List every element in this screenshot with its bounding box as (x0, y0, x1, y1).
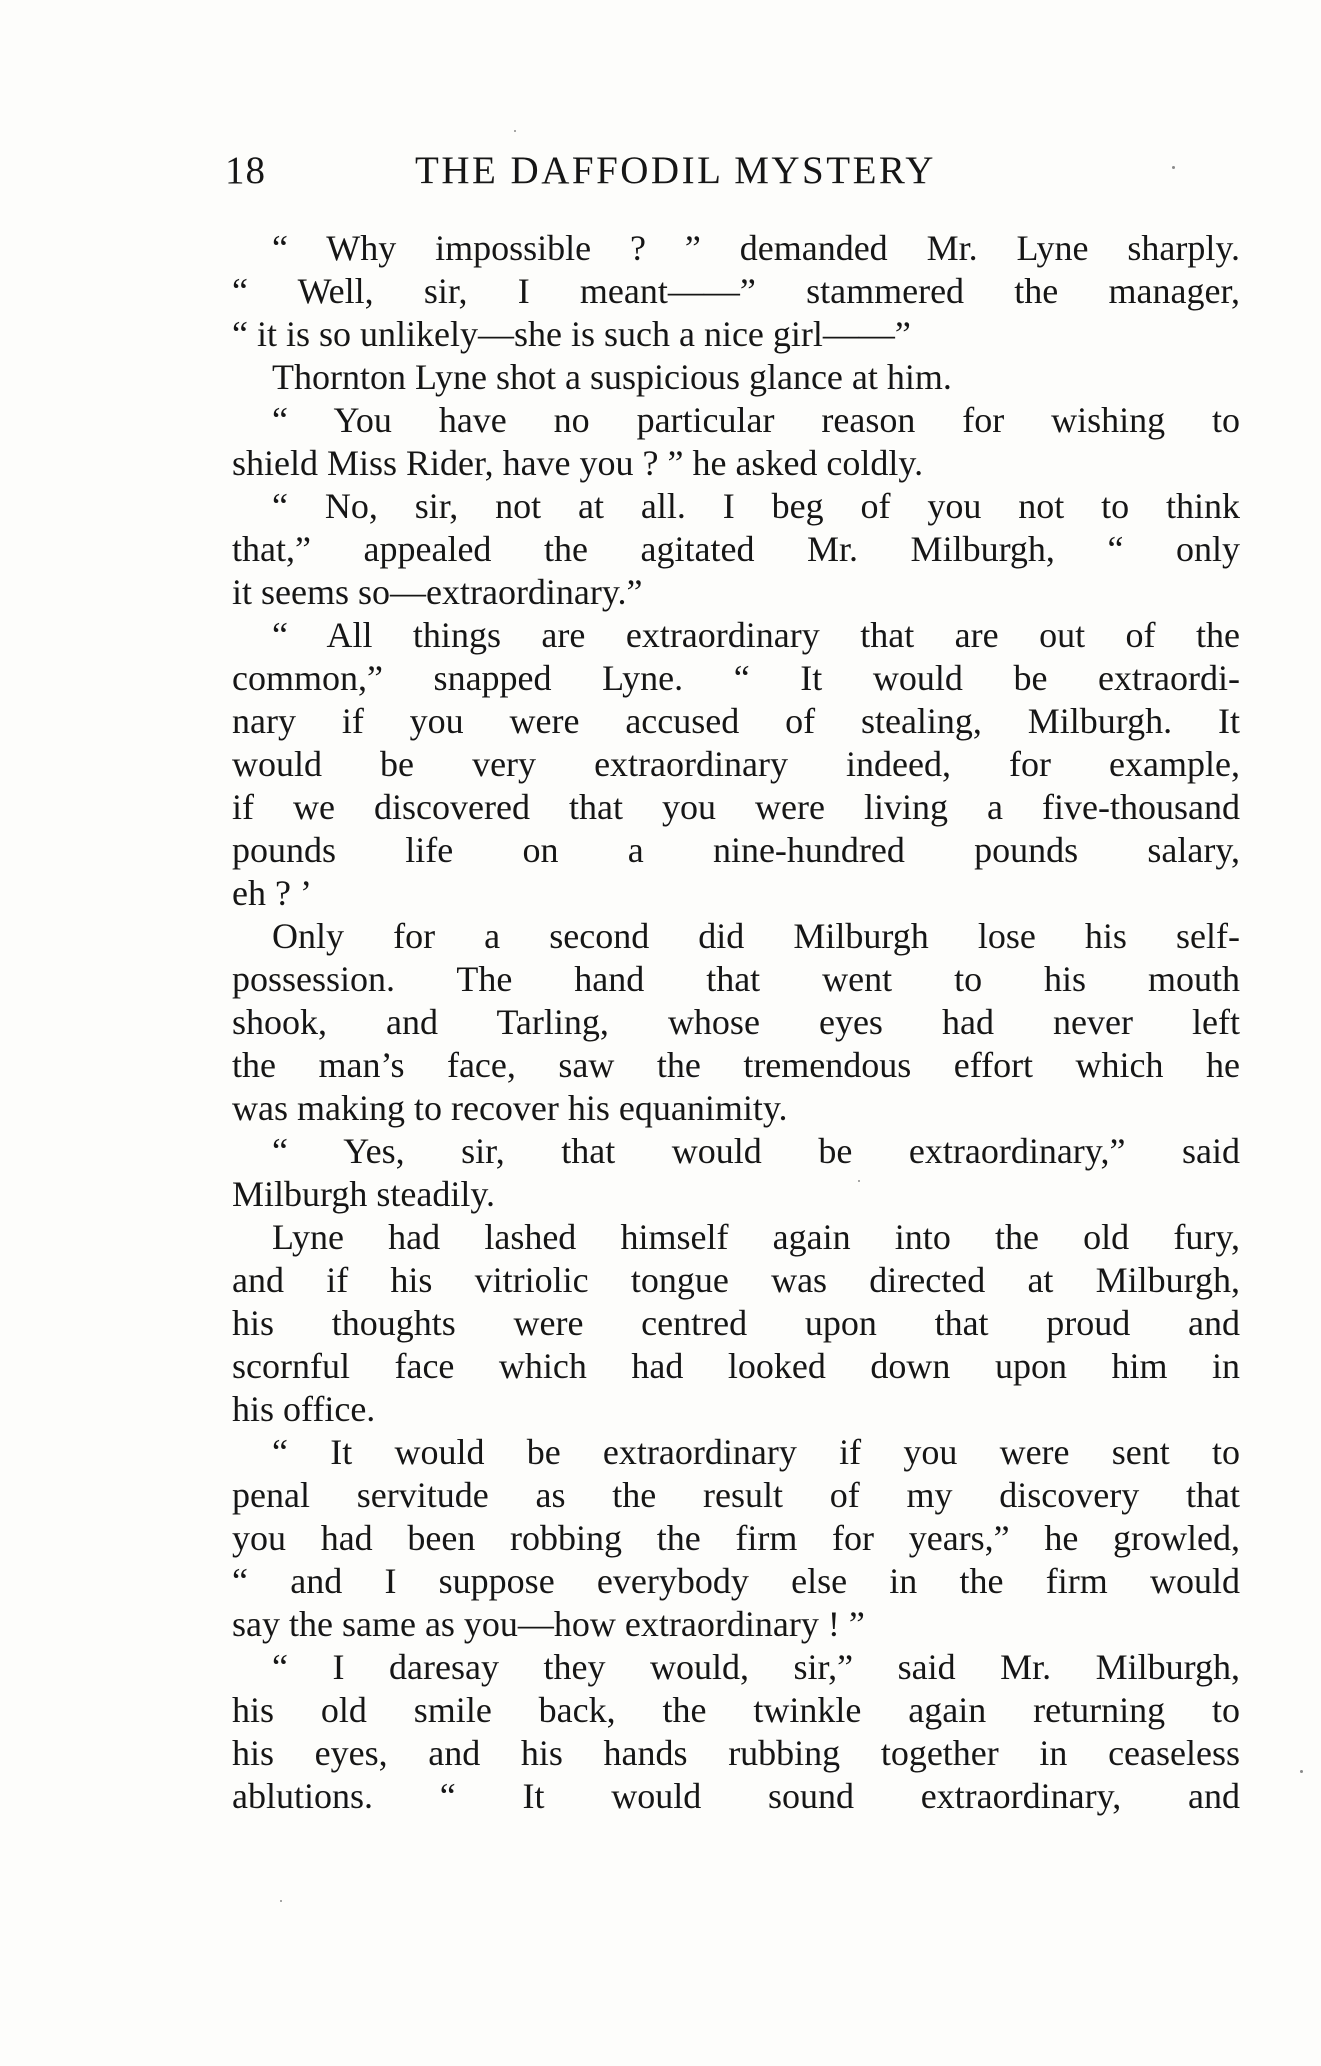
text-line: pounds life on a nine-hundred pounds salary, (232, 830, 1240, 870)
text-line: would be very extraordinary indeed, for example, (232, 744, 1240, 784)
page-header (225, 148, 1240, 208)
text-line: say the same as you—how extraordinary ! ” (232, 1604, 865, 1644)
text-line: eh ? ’ (232, 873, 312, 913)
text-line: his thoughts were centred upon that proud and (232, 1303, 1240, 1343)
text-line: it seems so—extraordinary.” (232, 572, 643, 612)
body-text (232, 227, 1240, 1818)
paper-speck (1172, 166, 1175, 169)
text-line: shield Miss Rider, have you ? ” he asked coldly. (232, 443, 924, 483)
text-line: Thornton Lyne shot a suspicious glance at him. (272, 357, 952, 397)
text-line: the man’s face, saw the tremendous effort which he (232, 1045, 1240, 1085)
text-line: “ Why impossible ? ” demanded Mr. Lyne sharply. (272, 228, 1240, 268)
text-line: “ You have no particular reason for wishing to (272, 400, 1240, 440)
paper-speck (858, 1180, 860, 1182)
paper-speck (280, 1900, 282, 1902)
text-line: if we discovered that you were living a five-thousand (232, 787, 1240, 827)
text-line: penal servitude as the result of my discovery that (232, 1475, 1240, 1515)
text-line: “ All things are extraordinary that are out of the (272, 615, 1240, 655)
text-line: “ It would be extraordinary if you were sent to (272, 1432, 1240, 1472)
text-line: that,” appealed the agitated Mr. Milburgh, “ only (232, 529, 1240, 569)
text-line: “ I daresay they would, sir,” said Mr. Milburgh, (272, 1647, 1240, 1687)
text-line: “ it is so unlikely—she is such a nice girl——” (232, 314, 911, 354)
paper-speck (514, 130, 516, 132)
text-line: “ and I suppose everybody else in the firm would (232, 1561, 1240, 1601)
text-line: his eyes, and his hands rubbing together in ceaseless (232, 1733, 1240, 1773)
text-line: was making to recover his equanimity. (232, 1088, 788, 1128)
text-line: “ No, sir, not at all. I beg of you not to think (272, 486, 1240, 526)
text-line: possession. The hand that went to his mouth (232, 959, 1240, 999)
text-line: shook, and Tarling, whose eyes had never left (232, 1002, 1240, 1042)
text-line: Lyne had lashed himself again into the old fury, (272, 1217, 1240, 1257)
text-line: Only for a second did Milburgh lose his self- (272, 916, 1240, 956)
text-line: his old smile back, the twinkle again returning to (232, 1690, 1240, 1730)
running-title: THE DAFFODIL MYSTERY (415, 149, 936, 192)
page-number: 18 (225, 149, 266, 192)
text-line: nary if you were accused of stealing, Milburgh. It (232, 701, 1240, 741)
text-line: “ Well, sir, I meant——” stammered the manager, (232, 271, 1240, 311)
text-line: “ Yes, sir, that would be extraordinary,” said (272, 1131, 1240, 1171)
text-line: and if his vitriolic tongue was directed at Milburgh, (232, 1260, 1240, 1300)
text-line: scornful face which had looked down upon him in (232, 1346, 1240, 1386)
text-line: his office. (232, 1389, 376, 1429)
text-line: ablutions. “ It would sound extraordinary, and (232, 1776, 1240, 1816)
text-line: you had been robbing the firm for years,” he growled, (232, 1518, 1240, 1558)
text-line: Milburgh steadily. (232, 1174, 495, 1214)
paper-speck (1300, 1770, 1303, 1773)
text-line: common,” snapped Lyne. “ It would be extraordi- (232, 658, 1240, 698)
